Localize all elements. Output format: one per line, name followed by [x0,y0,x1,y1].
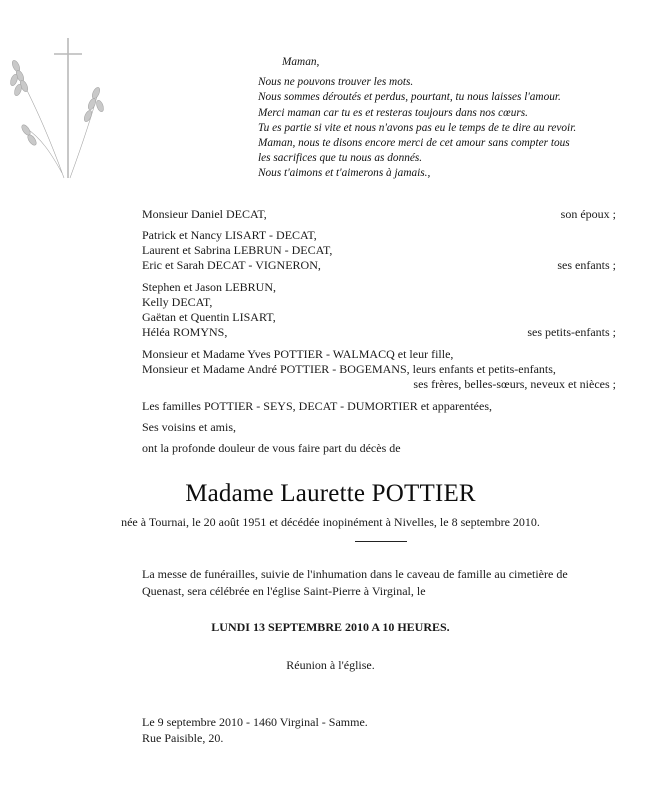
children-block [142,243,616,258]
siblings-block [142,347,616,362]
grandchild-name: Stephen et Jason LEBRUN, [142,280,276,294]
poem-line: Nous ne pouvons trouver les mots. [258,76,414,89]
meeting-place: Réunion à l'église. [286,658,375,672]
grandchildren-block [142,310,616,325]
grandchild-name: Héléa ROMYNS, [142,325,228,339]
announcement-line: ont la profonde douleur de vous faire part du décès de [142,441,401,455]
divider [355,541,407,542]
address [142,714,368,746]
poem-line: Nous sommes déroutés et perdus, pourtant, tu nous laisses l'amour. [258,91,561,104]
grandchildren-block [142,295,616,310]
address-line: Rue Paisible, 20. [142,731,224,745]
grandchildren-block [142,280,616,295]
deceased-name: Madame Laurette POTTIER [185,480,476,507]
poem-line: les sacrifices que tu nous as donnés. [258,152,423,165]
siblings-block [142,362,632,377]
poem-greeting: Maman, [282,56,320,68]
spouse-name: Monsieur Daniel DECAT, [142,207,267,221]
grandchild-name: Gaëtan et Quentin LISART, [142,310,276,324]
child-name: Patrick et Nancy LISART - DECAT, [142,228,317,242]
grandchild-name: Kelly DECAT, [142,295,213,309]
funeral-text-line: Quenast, sera célébrée en l'église Saint-Pierre à Virginal, le [142,584,426,598]
children-block [142,258,616,273]
birth-death-line: née à Tournai, le 20 août 1951 et décédée inopinément à Nivelles, le 8 septembre 2010. [121,515,540,529]
grandchildren-relation: ses petits-enfants ; [527,325,616,339]
sibling-name: Monsieur et Madame André POTTIER - BOGEMANS, leurs enfants et petits-enfants, [142,362,556,376]
neighbors-line: Ses voisins et amis, [142,420,237,434]
funeral-text [142,566,632,600]
spouse-relation: son époux ; [560,207,616,221]
poem-line: Merci maman car tu es et resteras toujours dans nos cœurs. [258,106,528,119]
cross-wheat-icon [6,38,106,188]
siblings-relation: ses frères, belles-sœurs, neveux et nièces ; [413,377,616,391]
children-relation: ses enfants ; [557,258,616,272]
poem [258,55,653,182]
children-block [142,228,616,243]
poem-line: Tu es partie si vite et nous n'avons pas eu le temps de te dire au revoir. [258,121,577,134]
address-line: Le 9 septembre 2010 - 1460 Virginal - Samme. [142,715,368,729]
poem-line: Nous t'aimons et t'aimerons à jamais., [258,167,431,180]
funeral-date: LUNDI 13 SEPTEMBRE 2010 A 10 HEURES. [211,620,450,634]
sibling-name: Monsieur et Madame Yves POTTIER - WALMACQ et leur fille, [142,347,454,361]
poem-line: Maman, nous te disons encore merci de cet amour sans compter tous [258,137,570,150]
funeral-text-line: La messe de funérailles, suivie de l'inhumation dans le caveau de famille au cimetière de [142,567,568,581]
child-name: Laurent et Sabrina LEBRUN - DECAT, [142,243,333,257]
child-name: Eric et Sarah DECAT - VIGNERON, [142,258,321,272]
grandchildren-block [142,325,616,340]
families-line: Les familles POTTIER - SEYS, DECAT - DUMORTIER et apparentées, [142,399,492,413]
spouse-row [142,207,616,222]
